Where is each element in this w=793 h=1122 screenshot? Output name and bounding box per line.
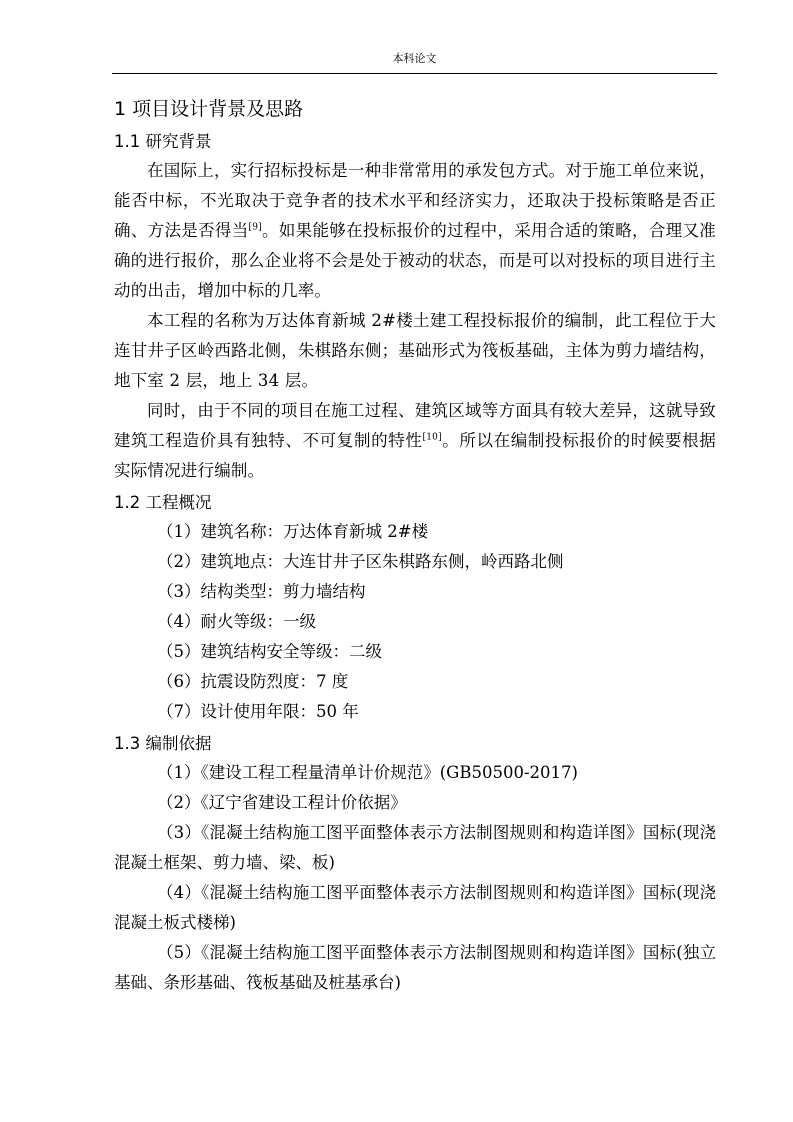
project-overview-list <box>114 517 716 727</box>
citation-10: [10] <box>422 432 442 443</box>
list-item: （1）《建设工程工程量清单计价规范》(GB50500-2017) <box>157 763 578 782</box>
citation-9: [9] <box>248 222 262 233</box>
section-1-heading: 1 项目设计背景及思路 <box>114 98 304 120</box>
list-item: （3）《混凝土结构施工图平面整体表示方法制图规则和构造详图》国标(现浇混凝土框架、剪力墙、梁、板) <box>114 823 716 872</box>
paragraph-2: 本工程的名称为万达体育新城 2#楼土建工程投标报价的编制，此工程位于大连甘井子区岭西路北侧，朱棋路东侧；基础形式为筏板基础，主体为剪力墙结构，地下室 2 层，地上 34 层。 <box>114 311 716 390</box>
paragraph-1: 在国际上，实行招标投标是一种非常常用的承发包方式。对于施工单位来说，能否中标，不光取决于竞争者的技术水平和经济实力，还取决于投标策略是否正确、方法是否得当[9]。如果能够在投标报价的过程中，采用合适的策略，合理又准确的进行报价，那么企业将不会是处于被动的状态，而是可以对投标的项目进行主动的出击，增加中标的几率。 <box>114 161 716 300</box>
list-item: （7）设计使用年限：50 年 <box>157 702 359 721</box>
paragraph-3: 同时，由于不同的项目在施工过程、建筑区域等方面具有较大差异，这就导致建筑工程造价具有独特、不可复制的特性[10]。所以在编制投标报价的时候要根据实际情况进行编制。 <box>114 401 716 480</box>
section-1-3-heading: 1.3 编制依据 <box>114 734 212 753</box>
list-item: （4）耐火等级：一级 <box>157 612 316 631</box>
list-item: （2）建筑地点：大连甘井子区朱棋路东侧，岭西路北侧 <box>157 552 564 571</box>
page-content <box>114 94 716 998</box>
list-item: （4）《混凝土结构施工图平面整体表示方法制图规则和构造详图》国标(现浇混凝土板式楼梯) <box>114 883 716 932</box>
section-1-2-heading: 1.2 工程概况 <box>114 493 212 512</box>
list-item: （6）抗震设防烈度：7 度 <box>157 672 349 691</box>
list-item: （3）结构类型：剪力墙结构 <box>157 582 366 601</box>
list-item: （5）《混凝土结构施工图平面整体表示方法制图规则和构造详图》国标(独立基础、条形基础、筏板基础及桩基承台) <box>114 943 716 992</box>
list-item: （5）建筑结构安全等级：二级 <box>157 642 382 661</box>
section-1-1-heading: 1.1 研究背景 <box>114 132 212 151</box>
basis-list <box>114 758 716 998</box>
list-item: （2）《辽宁省建设工程计价依据》 <box>157 793 407 812</box>
header-rule <box>112 73 717 74</box>
list-item: （1）建筑名称：万达体育新城 2#楼 <box>157 522 429 541</box>
page-header: 本科论文 <box>392 52 437 65</box>
